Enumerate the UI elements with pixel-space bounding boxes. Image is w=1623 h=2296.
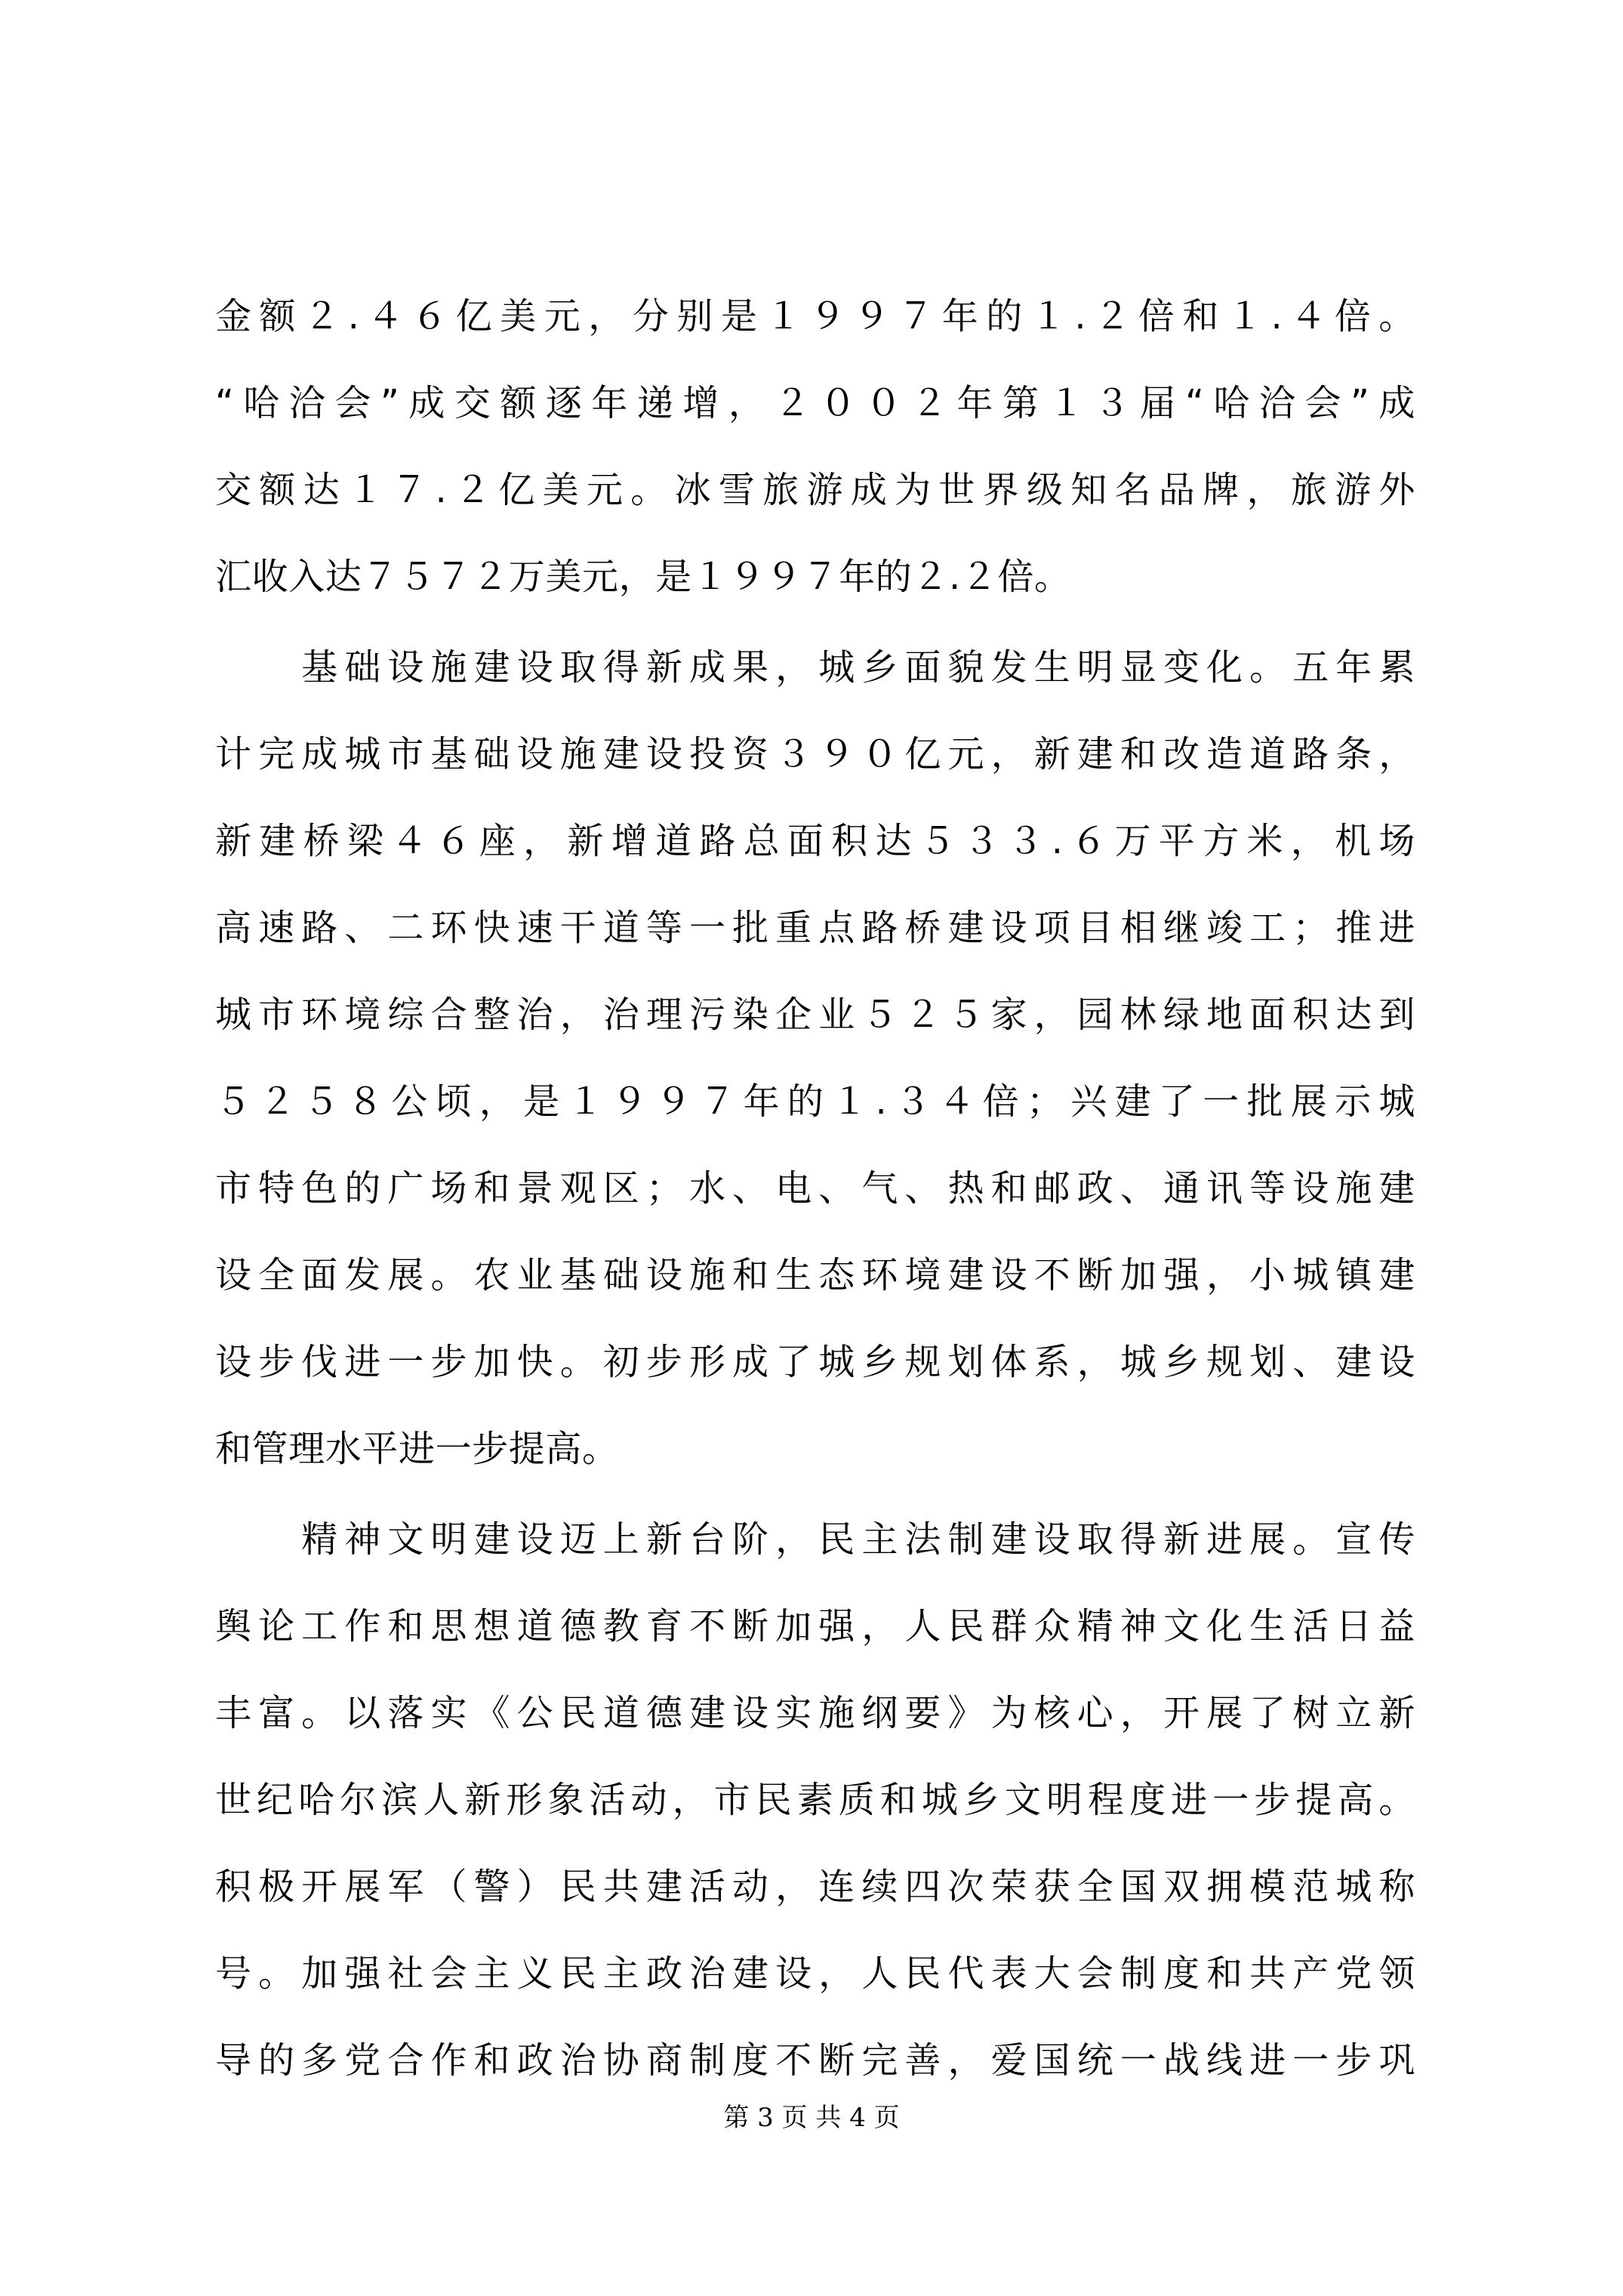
- text-line: “哈洽会”成交额逐年递增，２００２年第１３届“哈洽会”成: [215, 382, 1415, 424]
- text-line: 交额达１７.２亿美元。冰雪旅游成为世界级知名品牌，旅游外: [215, 469, 1415, 511]
- text-line: 号。加强社会主义民主政治建设，人民代表大会制度和共产党领: [215, 1952, 1415, 1995]
- text-line: 设全面发展。农业基础设施和生态环境建设不断加强，小城镇建: [215, 1254, 1415, 1296]
- text-line: 城市环境综合整治，治理污染企业５２５家，园林绿地面积达到: [215, 994, 1415, 1036]
- text-line: 汇收入达７５７２万美元，是１９９７年的２.２倍。: [215, 556, 1071, 598]
- text-line: 金额２.４６亿美元，分别是１９９７年的１.２倍和１.４倍。: [215, 295, 1415, 337]
- page-number-footer: 第 3 页 共 4 页: [723, 2103, 900, 2133]
- text-line: 新建桥梁４６座，新增道路总面积达５３３.６万平方米，机场: [215, 820, 1415, 862]
- text-line: 和管理水平进一步提高。: [215, 1428, 619, 1470]
- text-line: ５２５８公顷，是１９９７年的１.３４倍；兴建了一批展示城: [215, 1080, 1415, 1123]
- paragraph: [215, 624, 1415, 1493]
- text-line: 积极开展军（警）民共建活动，连续四次荣获全国双拥模范城称: [215, 1866, 1415, 1908]
- text-line: 世纪哈尔滨人新形象活动，市民素质和城乡文明程度进一步提高。: [215, 1779, 1415, 1821]
- text-line: 基础设施建设取得新成果，城乡面貌发生明显变化。五年累: [215, 646, 1415, 689]
- text-line: 高速路、二环快速干道等一批重点路桥建设项目相继竣工；推进: [215, 907, 1415, 949]
- paragraph: [215, 273, 1415, 621]
- text-line: 精神文明建设迈上新台阶，民主法制建设取得新进展。宣传: [215, 1518, 1415, 1561]
- text-line: 导的多党合作和政治协商制度不断完善，爱国统一战线进一步巩: [215, 2039, 1415, 2082]
- text-line: 设步伐进一步加快。初步形成了城乡规划体系，城乡规划、建设: [215, 1341, 1415, 1383]
- text-line: 计完成城市基础设施建设投资３９０亿元，新建和改造道路条，: [215, 733, 1415, 775]
- text-line: 市特色的广场和景观区；水、电、气、热和邮政、通讯等设施建: [215, 1167, 1415, 1210]
- text-line: 丰富。以落实《公民道德建设实施纲要》为核心，开展了树立新: [215, 1692, 1415, 1734]
- document-body: [215, 273, 1415, 2104]
- paragraph: [215, 1496, 1415, 2104]
- text-line: 舆论工作和思想道德教育不断加强，人民群众精神文化生活日益: [215, 1605, 1415, 1647]
